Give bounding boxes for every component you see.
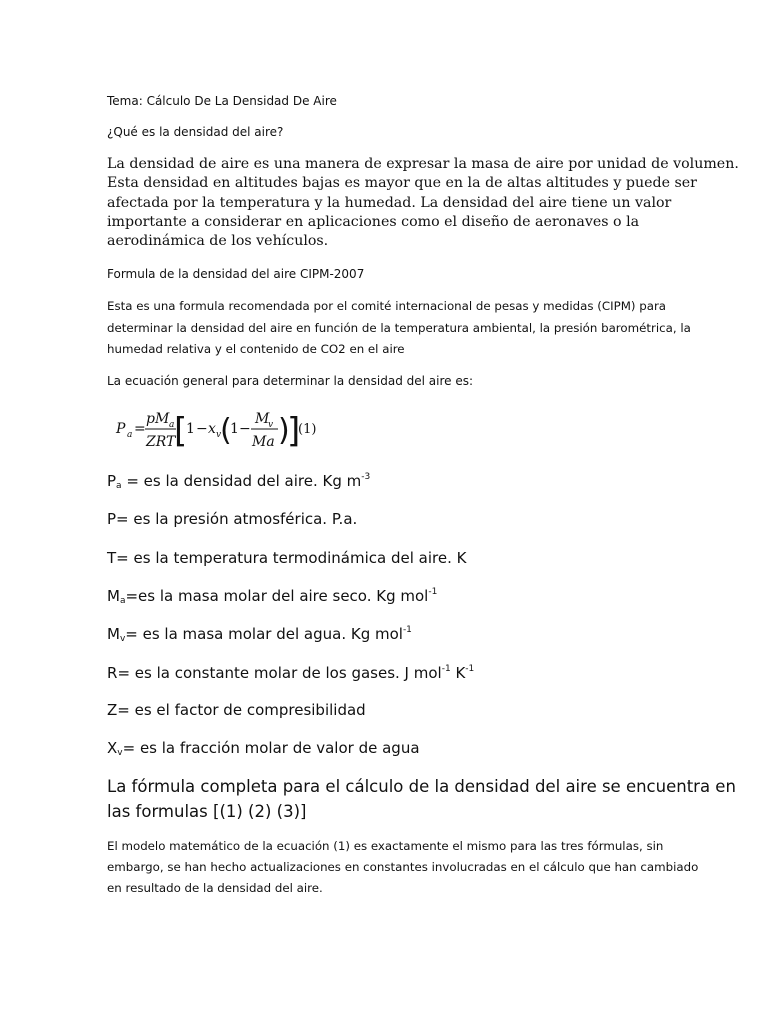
intro-line: aerodinámica de los vehículos. [107,233,329,250]
eq-inner-one: 1 [230,421,239,437]
intro-line: Esta densidad en altitudes bajas es mayor que en la de altas altitudes y puede ser [107,175,697,192]
def-symbol: R [107,664,118,682]
density-equation [112,396,317,460]
eq-inner-num-sub: v [268,420,274,430]
eq-inner-den: Ma [252,434,275,450]
closing-line: El modelo matemático de la ecuación (1) es exactamente el mismo para las tres fórmulas, sin [107,839,664,853]
closing-paragraph [107,836,707,899]
cipm-line: Esta es una formula recomendada por el comité internacional de pesas y medidas (CIPM) para [107,299,667,313]
def-sup: -1 [428,587,438,597]
intro-paragraph [107,155,739,251]
definition-molar-mass-water [107,625,412,644]
def-sup: -1 [441,664,451,674]
def-text: =es la masa molar del aire seco. Kg mol [125,587,429,605]
eq-inner-num: M [255,411,270,427]
def-symbol: P [107,472,117,490]
definition-gas-constant [107,664,474,682]
def-after: K [450,664,466,682]
summary-line: La fórmula completa para el cálculo de la densidad del aire se encuentra en [107,777,736,796]
definition-density [107,472,370,491]
definition-pressure [107,510,357,528]
definition-molar-mass-air [107,587,437,606]
definition-temperature [107,549,466,567]
question-heading: ¿Qué es la densidad del aire? [107,125,284,139]
intro-line: importante a considerar en aplicaciones como el diseño de aeronaves o la [107,213,640,230]
def-text: = es la fracción molar de valor de agua [122,739,420,757]
cipm-line: determinar la densidad del aire en función de la temperatura ambiental, la presión barométrica, la [107,320,691,335]
eq-paren-right: ) [278,413,290,448]
def-text: = es la constante molar de los gases. J mol [117,664,442,682]
def-symbol: Z [107,701,118,719]
def-text: = es la temperatura termodinámica del aire. K [116,549,467,567]
closing-line: embargo, se han hecho actualizaciones en constantes involucradas en el cálculo que han cambiado [107,860,699,874]
eq-bracket-left: [ [174,411,188,451]
def-symbol: M [107,625,120,643]
definition-molar-fraction [107,739,420,758]
eq-minus: − [196,421,208,437]
def-sup: -1 [402,625,412,635]
def-sub: a [119,596,126,606]
eq-lhs: P [116,421,126,437]
eq-bracket-right: ] [287,411,301,451]
eq-numerator-sub: a [169,420,175,430]
equation-intro: La ecuación general para determinar la densidad del aire es: [107,374,473,388]
eq-denominator: ZRT [146,434,176,450]
def-after-sup: -1 [465,664,475,674]
intro-line: afectada por la temperatura y la humedad. La densidad del aire tiene un valor [107,194,672,211]
def-text: = es el factor de compresibilidad [117,701,366,719]
def-text: = es la masa molar del agua. Kg mol [125,625,403,643]
def-sub: v [117,748,123,758]
def-text: = es la presión atmosférica. P.a. [116,510,358,528]
def-text: = es la densidad del aire. Kg m [121,472,362,490]
cipm-line: humedad relativa y el contenido de CO2 en el aire [107,342,405,356]
eq-paren-left: ( [220,413,232,448]
def-symbol: X [107,739,118,757]
eq-equals: = [134,421,146,437]
eq-one: 1 [186,421,195,437]
intro-line: La densidad de aire es una manera de expresar la masa de aire por unidad de volumen. [107,156,739,172]
def-symbol: P [107,510,117,528]
def-sup: -3 [361,472,371,482]
summary-line: las formulas [(1) (2) (3)] [107,802,307,821]
eq-x: x [208,421,216,437]
definition-compressibility [107,701,366,719]
eq-label: (1) [298,422,317,437]
eq-lhs-sub: a [127,430,133,440]
def-symbol: M [107,587,120,605]
cipm-paragraph [107,296,707,361]
def-sub: a [116,481,122,491]
eq-x-sub: v [216,430,222,440]
eq-inner-minus: − [239,421,251,437]
def-sub: v [119,634,126,644]
def-symbol: T [107,549,117,567]
section-heading: Formula de la densidad del aire CIPM-2007 [107,267,365,281]
eq-numerator: pM [146,411,170,427]
closing-line: en resultado de la densidad del aire. [107,881,323,895]
document-title: Tema: Cálculo De La Densidad De Aire [107,94,337,108]
